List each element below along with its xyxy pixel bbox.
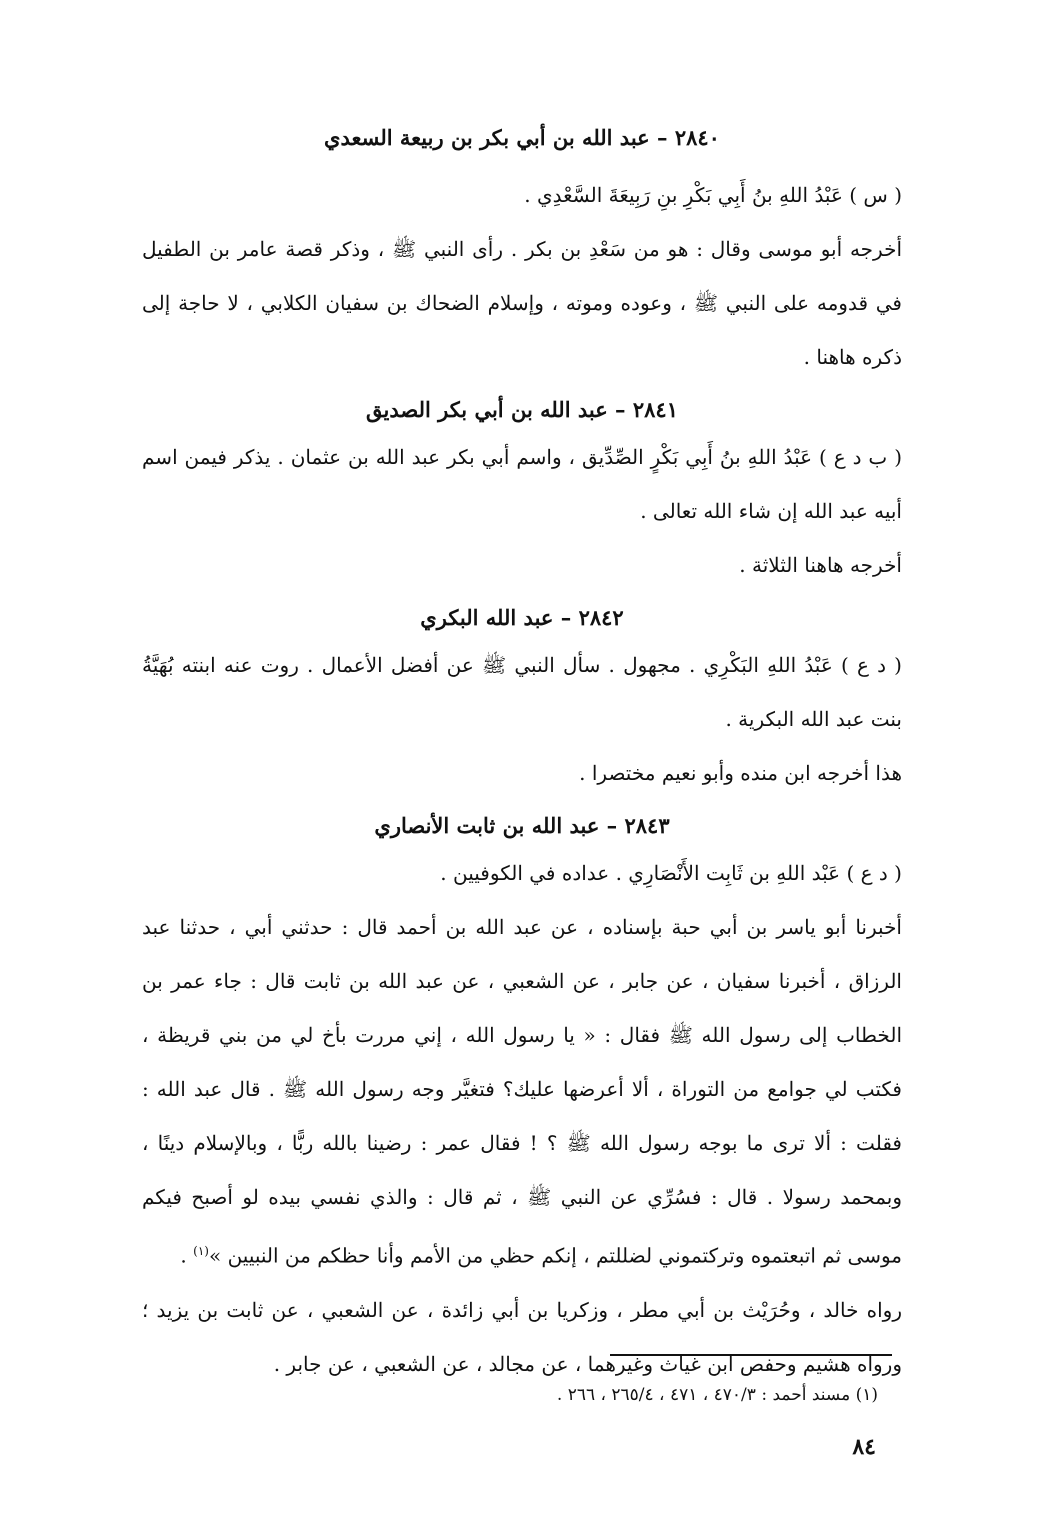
entry-2842	[142, 598, 902, 800]
entry-2840	[142, 118, 902, 384]
entry-heading: ٢٨٤١ – عبد الله بن أبي بكر الصديق	[365, 397, 678, 422]
footnote: (١) مسند أحمد : ٤٧٠/٣ ، ٤٧١ ، ٢٦٥/٤ ، ٢٦٦ .	[556, 1385, 878, 1405]
entry-paragraph: ( د ع ) عَبْدُ اللهِ البَكْرِي . مجهول . سأل النبي ﷺ عن أفضل الأعمال . روت عنه ابنته بُهَيَّةُ بنت عبد الله البكرية .	[142, 653, 902, 731]
entry-heading: ٢٨٤٠ – عبد الله بن أبي بكر بن ربيعة السعدي	[324, 125, 720, 150]
entry-paragraph: رواه خالد ، وحُرَيْث بن أبي مطر ، وزكريا بن أبي زائدة ، عن الشعبي ، عن ثابت بن يزيد ؛ ورواه هشيم وحفص ابن غياث وغيرهما ، عن مجالد ، عن الشعبي ، عن جابر .	[142, 1297, 902, 1376]
entry-paragraph: أخرجه هاهنا الثلاثة .	[739, 553, 902, 577]
entry-paragraph: ( س ) عَبْدُ اللهِ بنُ أَبِي بَكْرِ بنِ رَبِيعَةَ السَّعْدِي .	[524, 183, 902, 207]
entry-2841	[142, 390, 902, 592]
entry-heading: ٢٨٤٢ – عبد الله البكري	[420, 605, 624, 630]
hadith-text: أخبرنا أبو ياسر بن أبي حبة بإسناده ، عن عبد الله بن أحمد قال : حدثني أبي ، حدثنا عبد الرزاق ، أخبرنا سفيان ، عن جابر ، عن الشعبي ، عن عبد الله بن ثابت قال : جاء عمر بن الخطاب إلى رسول الله ﷺ فقال : « يا رسول الله ، إني مررت بأخ لي من بني قريظة ، فكتب لي جوامع من التوراة ، ألا أعرضها عليك؟ فتغيَّر وجه رسول الله ﷺ . قال عبد الله : فقلت : ألا ترى ما بوجه رسول الله ﷺ ؟ ! فقال عمر : رضينا بالله ربًّا ، وبالإسلام دينًا ، وبمحمد رسولا . قال : فسُرِّي عن النبي ﷺ ، ثم قال : والذي نفسي بيده لو أصبح فيكم موسى ثم اتبعتموه وتركتموني لضللتم ، إنكم حظي من الأمم وأنا حظكم من النبيين »	[142, 915, 902, 1268]
entry-paragraph: هذا أخرجه ابن منده وأبو نعيم مختصرا .	[579, 761, 902, 785]
entry-paragraph: ( د ع ) عَبْد اللهِ بن ثَابِت الأَنْصَارِي . عداده في الكوفيين .	[440, 861, 902, 885]
entry-heading: ٢٨٤٣ – عبد الله بن ثابت الأنصاري	[374, 813, 670, 838]
entry-paragraph: أخرجه أبو موسى وقال : هو من سَعْدِ بن بكر . رأى النبي ﷺ ، وذكر قصة عامر بن الطفيل في قدومه على النبي ﷺ ، وعوده وموته ، وإسلام الضحاك بن سفيان الكلابي ، لا حاجة إلى ذكره هاهنا .	[142, 237, 902, 369]
footnote-marker[interactable]: (١)	[193, 1244, 209, 1258]
footnote-divider	[610, 1354, 892, 1356]
entry-paragraph: أخبرنا أبو ياسر بن أبي حبة بإسناده ، عن عبد الله بن أحمد قال : حدثني أبي ، حدثنا عبد الرزاق ، أخبرنا سفيان ، عن جابر ، عن الشعبي ، عن عبد الله بن ثابت قال : جاء عمر بن الخطاب إلى رسول الله ﷺ فقال : « يا رسول الله ، إني مررت بأخ لي من بني قريظة ، فكتب لي جوامع من التوراة ، ألا أعرضها عليك؟ فتغيَّر وجه رسول الله ﷺ . قال عبد الله : فقلت : ألا ترى ما بوجه رسول الله ﷺ ؟ ! فقال عمر : رضينا بالله ربًّا ، وبالإسلام دينًا ، وبمحمد رسولا . قال : فسُرِّي عن النبي ﷺ ، ثم قال : والذي نفسي بيده لو أصبح فيكم موسى ثم اتبعتموه وتركتموني لضللتم ، إنكم حظي من الأمم وأنا حظكم من النبيين »$^{(١)}$ .	[142, 915, 902, 1268]
page-number: ٨٤	[852, 1434, 876, 1460]
entry-paragraph: ( ب د ع ) عَبْدُ اللهِ بنُ أَبِي بَكْرٍ الصِّدِّيق ، واسم أبي بكر عبد الله بن عثمان . يذكر فيمن اسم أبيه عبد الله إن شاء الله تعالى .	[142, 445, 902, 523]
entry-2843	[142, 806, 902, 1391]
